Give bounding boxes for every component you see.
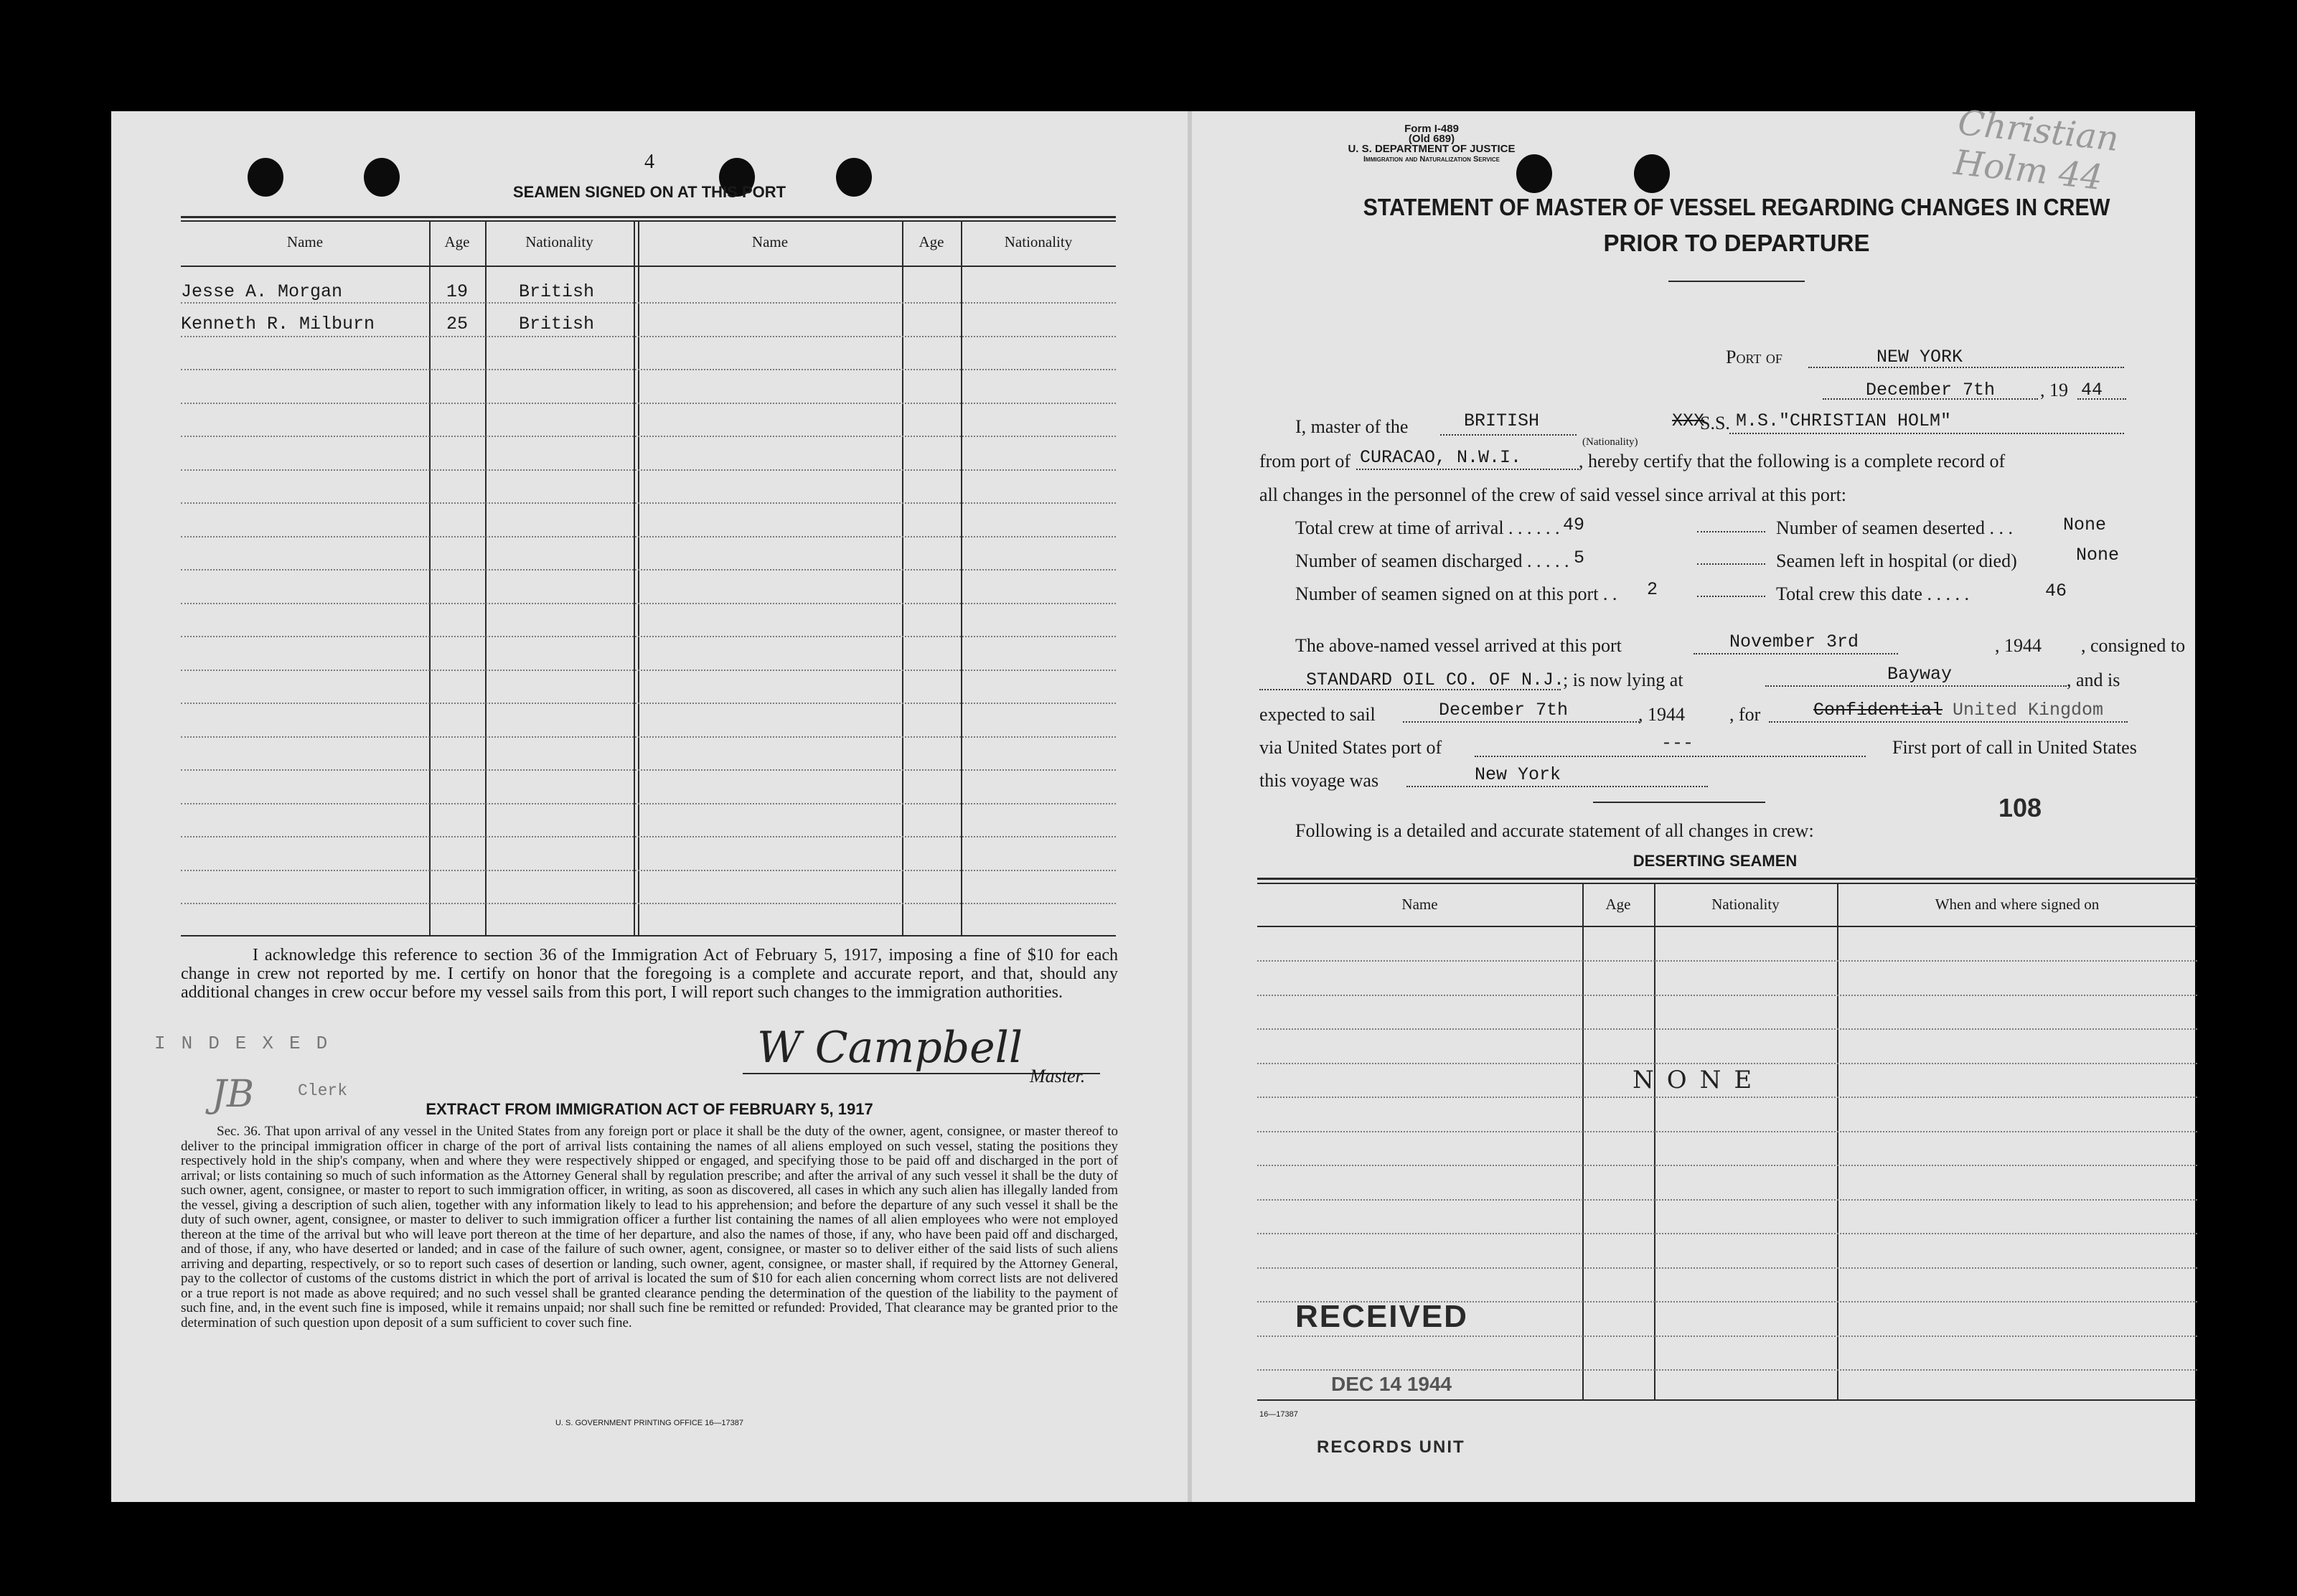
deserting-header-rule bbox=[1257, 926, 2197, 927]
ruled-line bbox=[181, 369, 1116, 370]
via-label: via United States port of bbox=[1259, 737, 1442, 758]
form-number: Form I-489 bbox=[1404, 123, 1459, 135]
table-top-rule bbox=[181, 220, 1116, 222]
deserting-col-age: Age bbox=[1605, 896, 1631, 913]
col-header-age: Age bbox=[444, 233, 470, 250]
and-is-label: , and is bbox=[2067, 670, 2120, 690]
vessel-line bbox=[1729, 433, 2124, 434]
arrived-year: , 1944 bbox=[1995, 635, 2042, 656]
table-bottom-rule bbox=[181, 935, 1116, 937]
extract-title: EXTRACT FROM IMMIGRATION ACT OF FEBRUARY 5, 1917 bbox=[426, 1100, 873, 1118]
table-header-rule bbox=[181, 266, 1116, 267]
port-label: Port of bbox=[1726, 347, 1782, 367]
stat-signed-on: 2 bbox=[1647, 579, 1658, 600]
sail-date: December 7th bbox=[1439, 700, 1569, 720]
service: Immigration and Naturalization Service bbox=[1363, 155, 1500, 164]
stat-line bbox=[1697, 531, 1765, 532]
destination-line bbox=[1769, 721, 2128, 723]
form-subtitle: PRIOR TO DEPARTURE bbox=[1603, 230, 1870, 256]
ruled-line bbox=[181, 670, 1116, 671]
table-row-nationality: British bbox=[519, 281, 595, 302]
stat-label: Total crew this date . . . . . bbox=[1776, 583, 1969, 604]
arrived-line bbox=[1694, 653, 1898, 654]
ruled-line bbox=[1257, 1336, 2197, 1337]
form-header bbox=[1324, 124, 1539, 164]
date-value: December 7th bbox=[1866, 380, 1996, 400]
first-port-label: First port of call in United States bbox=[1892, 737, 2137, 758]
ruled-line bbox=[1257, 1028, 2197, 1030]
ruled-line bbox=[181, 302, 1116, 304]
stat-total-crew-arrival: 49 bbox=[1563, 515, 1585, 535]
from-port-line bbox=[1356, 469, 1579, 470]
struck-prefix: XXX bbox=[1672, 410, 1705, 431]
ruled-line bbox=[181, 436, 1116, 437]
via-port-value: --- bbox=[1661, 733, 1694, 754]
section-rule bbox=[1593, 802, 1765, 803]
lying-line bbox=[1765, 685, 2067, 687]
vessel-name: M.S."CHRISTIAN HOLM" bbox=[1736, 410, 1952, 431]
stat-hospital: None bbox=[2076, 545, 2120, 565]
ruled-line bbox=[181, 836, 1116, 837]
extract-text: That upon arrival of any vessel in the United States from any foreign port or place it shall be the duty of the owner, agent, consignee, or master thereof to deliver to the principal immigration officer in charge of the port of arrival lists containing the names of all aliens employed on such vessel, stating the positions they respectively hold in the ship's company, when and where they were respectively shipped or engaged, and specifying those to be paid off and discharged in the port of arrival; or lists containing so much of such information as the Attorney General shall by regulation prescribe; and after the arrival of any such vessel it shall be the duty of such owner, agent, consignee, or master to report to such immigration officer, in writing, as soon as discovered, all cases in which any such alien has illegally landed from the vessel, giving a description of such alien, together with any information likely to lead to his apprehension; and before the departure of any such vessel it shall be the duty of such owner, agent, consignee, or master to deliver to such immigration officer a further list containing the names of all alien employees who were not employed thereon at the time of the arrival but who will leave port thereon at the time of her departure, and also the names of those, if any, who have been paid off and discharged, and of those, if any, who have deserted or landed; and in case of the failure of such owner, agent, consignee, or master so to deliver either of the said lists of such aliens arriving and departing, respectively, or so to report such cases of desertion or landing, such owner, agent, consignee, or master shall, if required by the Attorney General, pay to the collector of customs of the customs district in which the port of arrival is located the sum of $10 for each alien concerning whom correct lists are not delivered or a true report is not made as above required; and no such vessel shall be granted clearance pending the determination of the question of the liability to the payment of such fine, and, in the event such fine is imposed, while it remains unpaid; nor shall such fine be remitted or refunded: Provided, That clearance may be granted prior to the determination of such question upon deposit of a sum sufficient to cover such fine. bbox=[181, 1124, 1118, 1330]
via-line bbox=[1475, 756, 1866, 757]
ruled-line bbox=[181, 569, 1116, 571]
printing-office-footer: U. S. GOVERNMENT PRINTING OFFICE 16—17387 bbox=[555, 1419, 744, 1427]
sail-year: , 1944 bbox=[1638, 704, 1685, 725]
master-label: Master. bbox=[1030, 1066, 1086, 1086]
ruled-line bbox=[1257, 960, 2197, 962]
ss-label: S.S. bbox=[1700, 413, 1730, 433]
ruled-line bbox=[181, 636, 1116, 637]
stat-discharged: 5 bbox=[1574, 548, 1585, 568]
left-title: SEAMEN SIGNED ON AT THIS PORT bbox=[512, 183, 786, 201]
ruled-line bbox=[181, 536, 1116, 538]
port-value: NEW YORK bbox=[1876, 347, 1963, 367]
first-port-value: New York bbox=[1475, 764, 1561, 785]
consigned-label: , consigned to bbox=[2081, 635, 2186, 656]
table-col-divider bbox=[902, 220, 903, 935]
ruled-line bbox=[181, 403, 1116, 404]
col-header-nationality: Nationality bbox=[1004, 233, 1073, 250]
col-header-name: Name bbox=[751, 233, 789, 250]
sail-date-line bbox=[1403, 721, 1640, 723]
stat-label: Total crew at time of arrival . . . . . . bbox=[1295, 517, 1560, 538]
ruled-line bbox=[181, 703, 1116, 704]
form-footer: 16—17387 bbox=[1259, 1410, 1298, 1419]
ruled-line bbox=[1257, 1199, 2197, 1201]
from-port-label: from port of bbox=[1259, 451, 1351, 471]
deserting-col-nationality: Nationality bbox=[1711, 896, 1780, 913]
table-col-divider bbox=[638, 220, 639, 935]
page-fold bbox=[1188, 111, 1192, 1502]
ruled-line bbox=[1257, 1097, 2197, 1098]
form-title: STATEMENT OF MASTER OF VESSEL REGARDING CHANGES IN CREW bbox=[1363, 194, 2110, 220]
table-row-age: 25 bbox=[446, 314, 468, 334]
deserting-col-name: Name bbox=[1401, 896, 1438, 913]
ruled-line bbox=[181, 603, 1116, 604]
struck-destination: Confidential bbox=[1813, 700, 1943, 720]
ruled-line bbox=[181, 803, 1116, 804]
table-row-name: Jesse A. Morgan bbox=[181, 281, 343, 302]
indexed-stamp: INDEXED bbox=[154, 1033, 344, 1054]
expected-label: expected to sail bbox=[1259, 704, 1376, 725]
stat-total-today: 46 bbox=[2045, 581, 2067, 601]
lying-label: ; is now lying at bbox=[1563, 670, 1683, 690]
ruled-line bbox=[1257, 1267, 2197, 1269]
lying-at-value: Bayway bbox=[1887, 664, 1953, 685]
deserting-none: NONE bbox=[1633, 1066, 1765, 1094]
stat-line bbox=[1697, 596, 1765, 597]
nationality-caption: (Nationality) bbox=[1582, 436, 1638, 448]
ruled-line bbox=[181, 469, 1116, 471]
port-line bbox=[1808, 367, 2124, 368]
certify-text: , hereby certify that the following is a complete record of bbox=[1579, 451, 2006, 471]
stat-deserted: None bbox=[2063, 515, 2107, 535]
col-header-age: Age bbox=[919, 233, 944, 250]
ruled-line bbox=[181, 870, 1116, 871]
stat-label: Number of seamen signed on at this port . . bbox=[1295, 583, 1617, 604]
department: U. S. DEPARTMENT OF JUSTICE bbox=[1348, 143, 1516, 155]
deserting-title: DESERTING SEAMEN bbox=[1633, 852, 1798, 870]
first-port-line bbox=[1406, 786, 1708, 787]
ruled-line bbox=[1257, 1369, 2197, 1371]
stat-line bbox=[1697, 563, 1765, 565]
table-col-divider bbox=[634, 220, 635, 935]
file-number: 108 bbox=[1998, 793, 2042, 822]
stat-label: Number of seamen deserted . . . bbox=[1776, 517, 2013, 538]
ruled-line bbox=[181, 336, 1116, 337]
stat-label: Seamen left in hospital (or died) bbox=[1776, 550, 2017, 571]
table-row-name: Kenneth R. Milburn bbox=[181, 314, 375, 334]
consignee-line bbox=[1259, 689, 1561, 690]
ruled-line bbox=[1257, 1233, 2197, 1234]
handwritten-note: Christian Holm 44 bbox=[1952, 102, 2121, 198]
ruled-line bbox=[181, 502, 1116, 504]
ruled-line bbox=[1257, 1131, 2197, 1132]
records-unit-stamp: RECORDS UNIT bbox=[1317, 1437, 1465, 1457]
stat-label: Number of seamen discharged . . . . . bbox=[1295, 550, 1569, 571]
deserting-bottom-rule bbox=[1257, 1399, 2197, 1401]
received-stamp: RECEIVED bbox=[1295, 1299, 1468, 1334]
clerk-label: Clerk bbox=[298, 1081, 348, 1100]
punch-hole bbox=[1634, 154, 1670, 193]
deserting-col-signed-on: When and where signed on bbox=[1935, 896, 2100, 913]
arrived-date: November 3rd bbox=[1729, 632, 1859, 652]
deserting-top-rule bbox=[1257, 878, 2197, 880]
year-prefix: , 19 bbox=[2040, 380, 2068, 400]
arrived-label: The above-named vessel arrived at this port bbox=[1295, 635, 1622, 656]
consignee-value: STANDARD OIL CO. OF N.J. bbox=[1306, 670, 1565, 690]
table-col-divider bbox=[485, 220, 487, 935]
received-date-stamp: DEC 14 1944 bbox=[1331, 1373, 1452, 1395]
col-header-name: Name bbox=[286, 233, 324, 250]
ruled-line bbox=[1257, 1165, 2197, 1166]
acknowledgment-text: I acknowledge this reference to section 36 of the Immigration Act of February 5, 1917, imposing a fine of $10 for each change in crew not reported by me. I certify on honor that the foregoing is a complete and accurate report, and that, should any additional changes in crew occur before my vessel sails from this port, I will report such changes to the immigration authorities. bbox=[181, 946, 1118, 1002]
year-line bbox=[2077, 398, 2126, 400]
page-number: 4 bbox=[644, 151, 654, 173]
master-of-label: I, master of the bbox=[1295, 416, 1409, 437]
destination-value: United Kingdom bbox=[1953, 700, 2104, 720]
ruled-line bbox=[1257, 995, 2197, 996]
ruled-line bbox=[181, 903, 1116, 904]
deserting-top-rule bbox=[1257, 883, 2197, 884]
from-port-value: CURACAO, N.W.I. bbox=[1360, 447, 1522, 468]
title-rule bbox=[1668, 281, 1805, 282]
form-old-number: (Old 689) bbox=[1408, 133, 1455, 145]
this-voyage-label: this voyage was bbox=[1259, 770, 1379, 791]
clerk-initials: JB bbox=[212, 1073, 255, 1116]
year-value: 44 bbox=[2081, 380, 2103, 400]
certify-text-2: all changes in the personnel of the crew of said vessel since arrival at this port: bbox=[1259, 484, 1847, 505]
table-col-divider bbox=[961, 220, 962, 935]
extract-body bbox=[181, 1125, 1118, 1330]
nationality-value: BRITISH bbox=[1464, 410, 1540, 431]
for-label: , for bbox=[1729, 704, 1761, 725]
table-row-nationality: British bbox=[519, 314, 595, 334]
col-header-nationality: Nationality bbox=[525, 233, 593, 250]
ruled-line bbox=[181, 736, 1116, 738]
table-row-age: 19 bbox=[446, 281, 468, 302]
extract-section: Sec. 36. bbox=[217, 1124, 261, 1139]
nationality-line bbox=[1440, 434, 1577, 436]
table-top-rule bbox=[181, 216, 1116, 218]
document-page bbox=[111, 102, 2195, 1502]
ruled-line bbox=[181, 769, 1116, 771]
master-signature: W Campbell bbox=[757, 1023, 1023, 1073]
following-label: Following is a detailed and accurate statement of all changes in crew: bbox=[1295, 820, 1814, 841]
ruled-line bbox=[1257, 1063, 2197, 1064]
